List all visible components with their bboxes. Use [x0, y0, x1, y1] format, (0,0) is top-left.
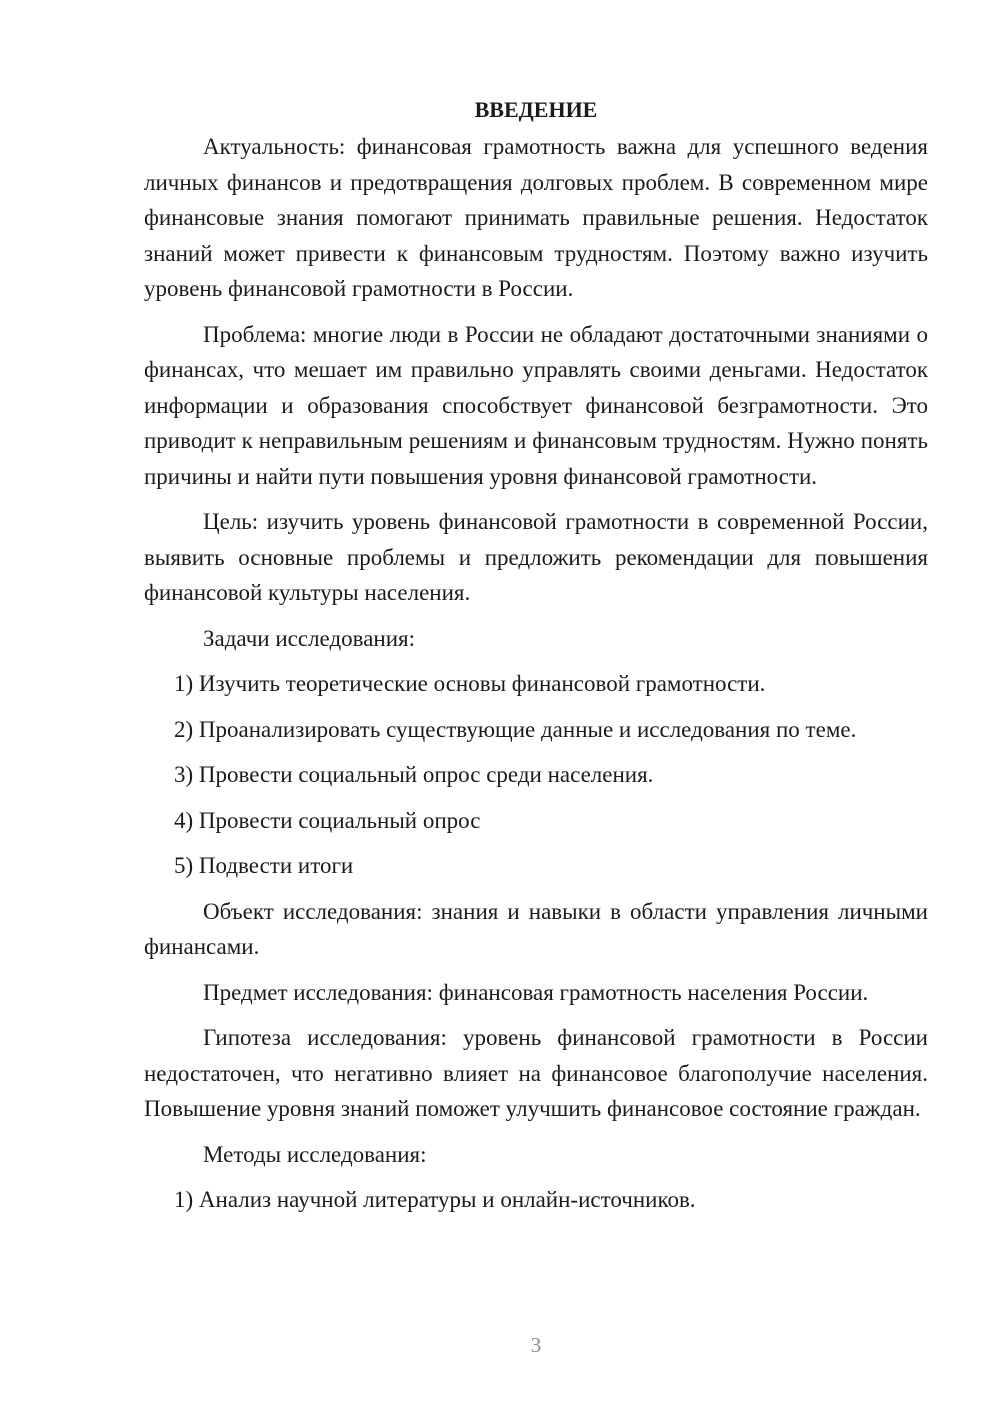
problem-paragraph: Проблема: многие люди в России не обладают достаточными знаниями о финансах, что мешает им правильно управлять своими деньгами. Недостаток информации и образования способствует финансовой безграмотности. Это приводит к неправильным решениям и финансовым трудностям. Нужно понять причины и найти пути повышения уровня финансовой грамотности. [144, 321, 928, 489]
task-item-1: 1) Изучить теоретические основы финансовой грамотности. [174, 671, 766, 696]
method-item-1: 1) Анализ научной литературы и онлайн-источников. [174, 1187, 696, 1212]
subject-paragraph: Предмет исследования: финансовая грамотность населения России. [203, 979, 869, 1005]
task-item-5: 5) Подвести итоги [174, 853, 354, 878]
tasks-label: Задачи исследования: [203, 625, 416, 651]
task-item-2: 2) Проанализировать существующие данные и исследования по теме. [174, 716, 857, 742]
page-content [144, 92, 928, 1228]
methods-label: Методы исследования: [203, 1141, 427, 1167]
goal-paragraph: Цель: изучить уровень финансовой грамотности в современной России, выявить основные проблемы и предложить рекомендации для повышения финансовой культуры населения. [144, 509, 928, 605]
hypothesis-paragraph: Гипотеза исследования: уровень финансовой грамотности в России недостаточен, что негативно влияет на финансовое благополучие населения. Повышение уровня знаний поможет улучшить финансовое состояние граждан. [144, 1025, 928, 1121]
relevance-paragraph: Актуальность: финансовая грамотность важна для успешного ведения личных финансов и предотвращения долговых проблем. В современном мире финансовые знания помогают принимать правильные решения. Недостаток знаний может привести к финансовым трудностям. Поэтому важно изучить уровень финансовой грамотности в России. [144, 134, 928, 301]
object-paragraph: Объект исследования: знания и навыки в области управления личными финансами. [144, 898, 928, 959]
section-heading: ВВЕДЕНИЕ [474, 97, 598, 122]
task-item-4: 4) Провести социальный опрос [174, 807, 481, 833]
page-number: 3 [530, 1333, 542, 1357]
task-item-3: 3) Провести социальный опрос среди населения. [174, 762, 654, 787]
